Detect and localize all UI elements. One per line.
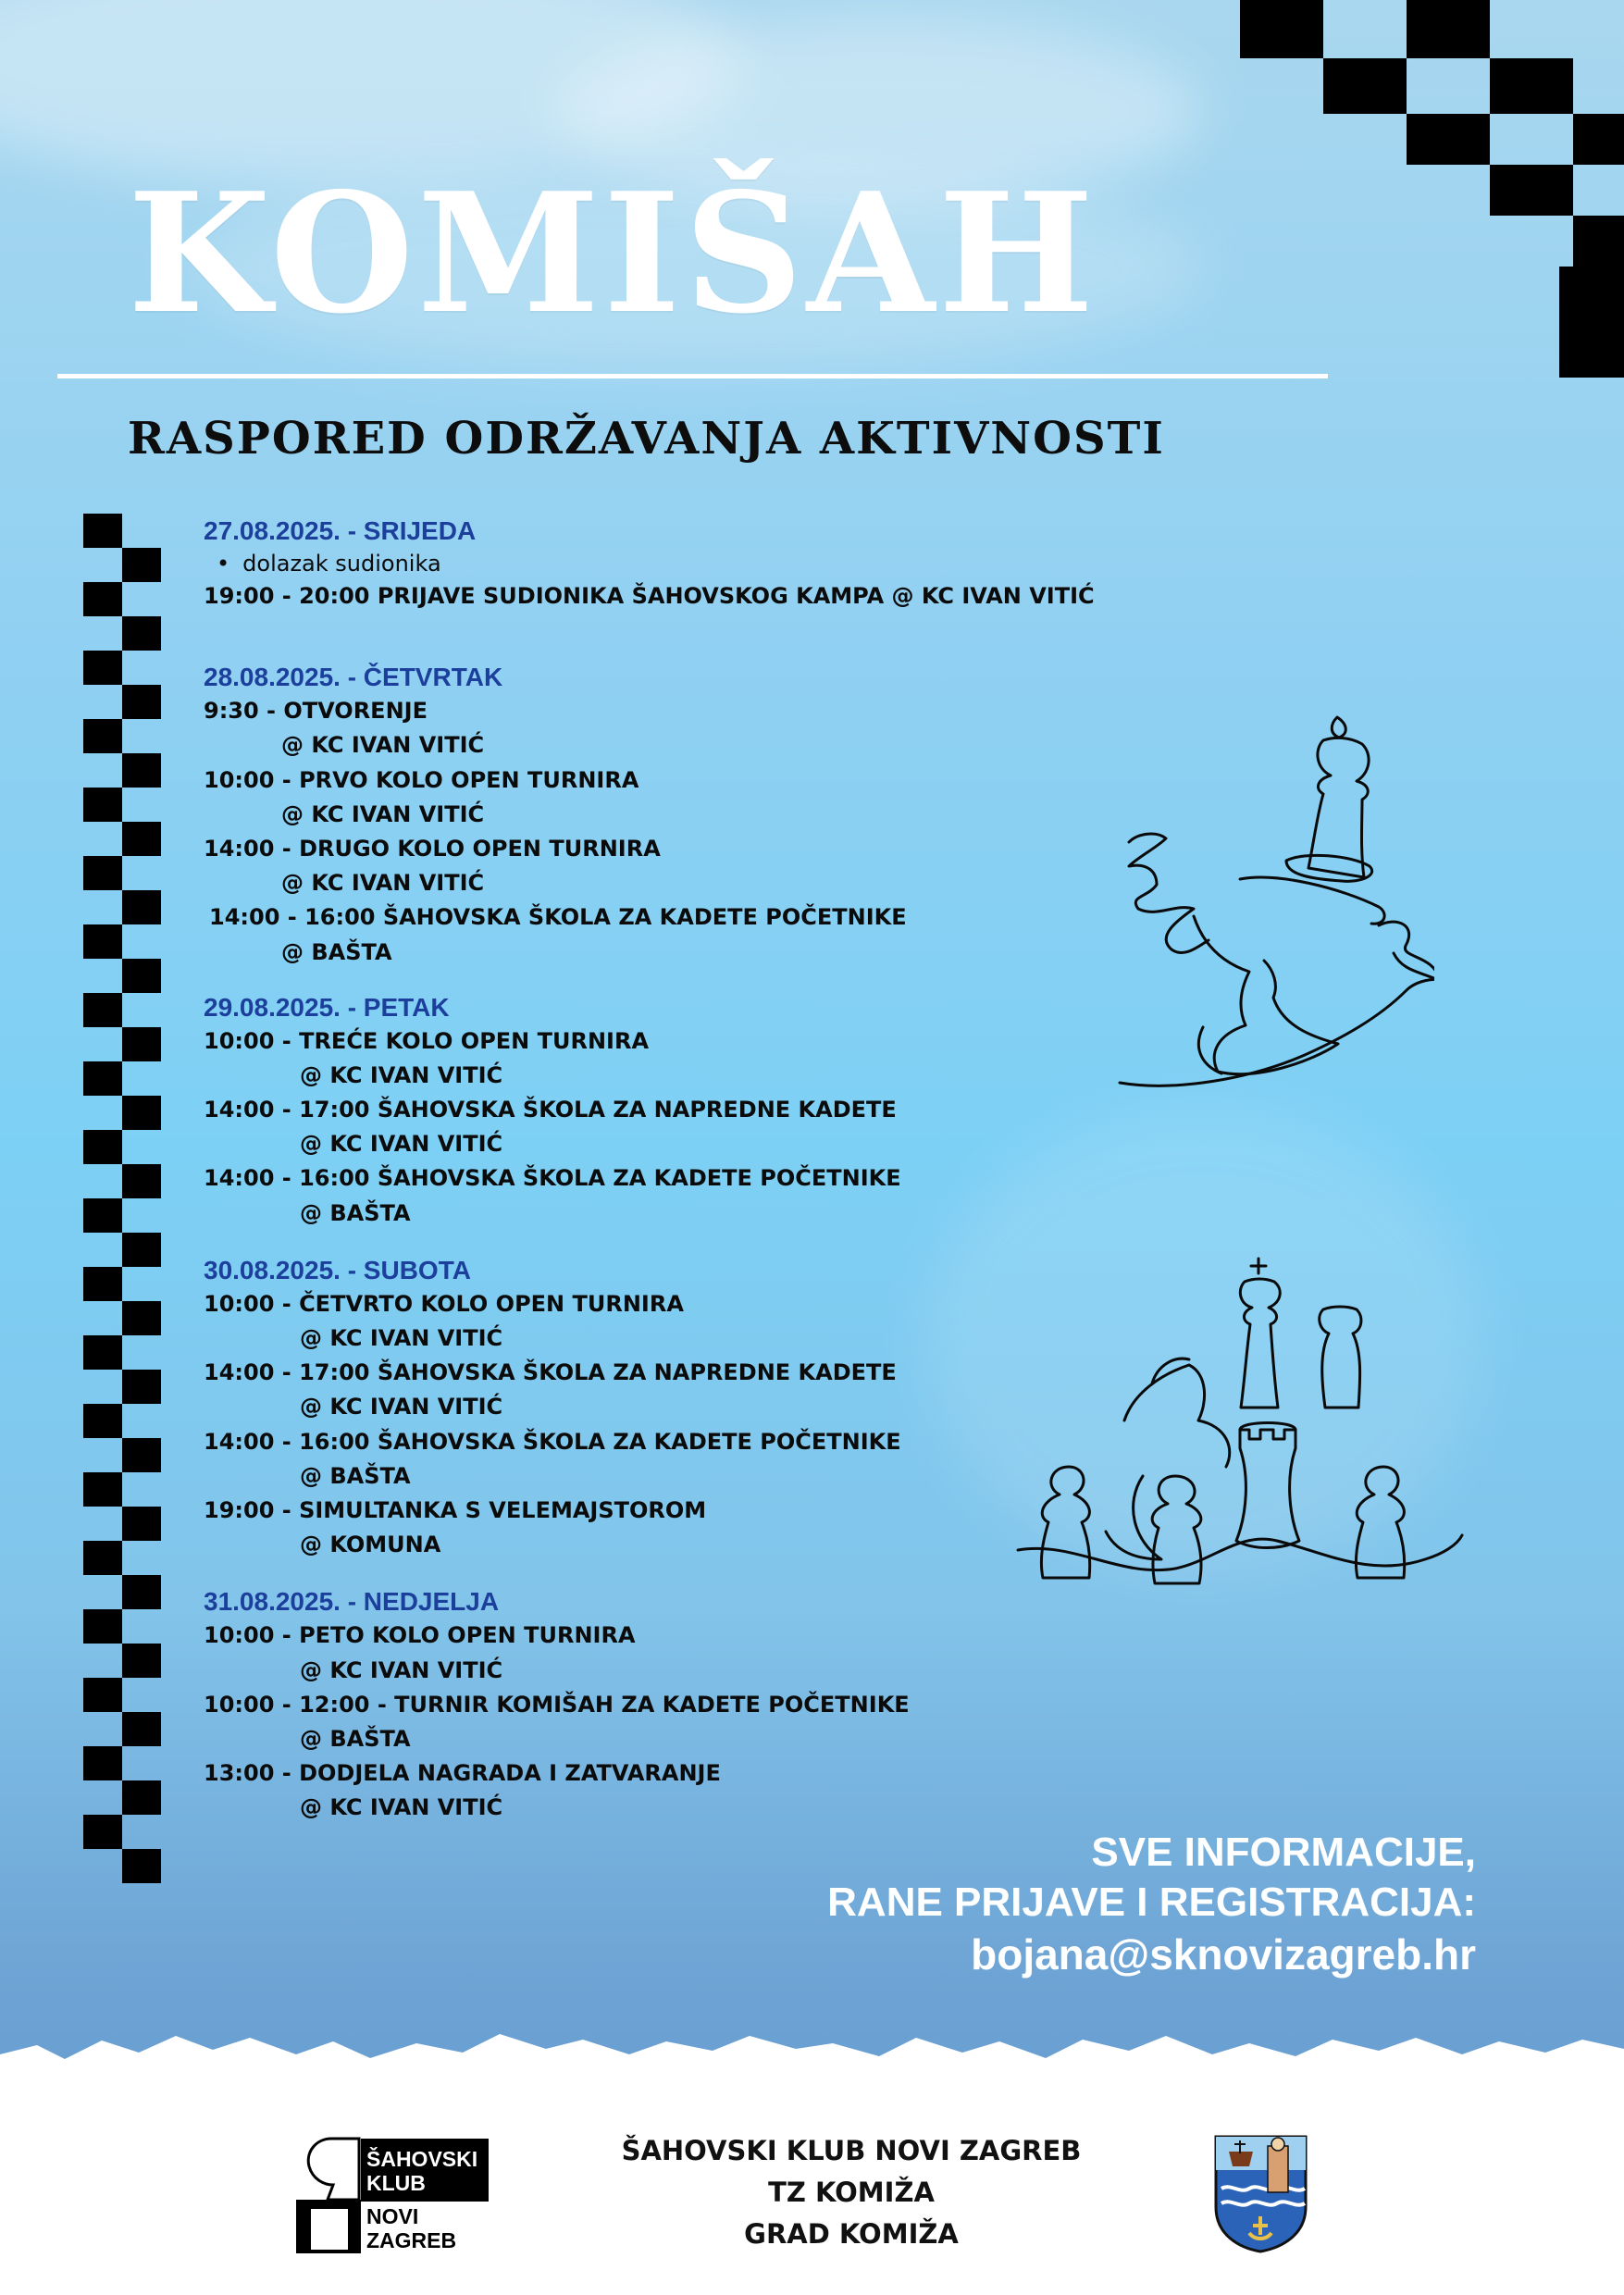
schedule-location: @ KC IVAN VITIĆ (281, 732, 485, 759)
poster-title: KOMIŠAH (128, 156, 1098, 350)
schedule-location: @ KC IVAN VITIĆ (300, 1131, 503, 1158)
checker-cell (83, 514, 122, 548)
footer-line: GRAD KOMIŽA (744, 2218, 959, 2250)
logo-word: ŠAHOVSKI (366, 2147, 478, 2171)
logo-word: NOVI (366, 2204, 419, 2228)
checker-strip-left (83, 514, 161, 1883)
schedule-location: @ KC IVAN VITIĆ (300, 1325, 503, 1351)
schedule-location: @ KC IVAN VITIĆ (300, 1061, 503, 1088)
schedule-location: @ KC IVAN VITIĆ (281, 870, 485, 897)
checker-cell (83, 924, 122, 959)
footer-organizers (500, 2130, 1203, 2255)
schedule-row: 19:00 - SIMULTANKA S VELEMAJSTOROM (204, 1496, 707, 1523)
info-line-2: RANE PRIJAVE I REGISTRACIJA: (827, 1879, 1476, 1925)
contact-email-link[interactable]: bojana@sknovizagreb.hr (971, 1930, 1476, 1979)
schedule-location: @ KC IVAN VITIĆ (300, 1656, 503, 1683)
checker-cell (83, 651, 122, 685)
chess-sketch-pieces-group-icon (1013, 1254, 1467, 1596)
day-title: 30.08.2025. - SUBOTA (204, 1255, 471, 1284)
checker-cell (83, 1678, 122, 1712)
schedule-location: @ KC IVAN VITIĆ (300, 1394, 503, 1420)
schedule-location: @ KC IVAN VITIĆ (300, 1794, 503, 1821)
checker-cell (122, 616, 161, 651)
chess-sketch-king-knight-icon (1101, 703, 1434, 1092)
schedule-location: @ BAŠTA (300, 1725, 411, 1752)
checker-pattern-top (1240, 0, 1624, 379)
checker-cell (122, 1507, 161, 1541)
checker-cell (122, 1575, 161, 1609)
checker-cell (83, 1541, 122, 1575)
checker-cell (122, 548, 161, 582)
schedule-row: 10:00 - 12:00 - TURNIR KOMIŠAH ZA KADETE POČETNIKE (204, 1691, 910, 1718)
checker-cell (122, 1301, 161, 1335)
schedule-row: 13:00 - DODJELA NAGRADA I ZATVARANJE (204, 1760, 721, 1787)
day-title: 27.08.2025. - SRIJEDA (204, 516, 477, 545)
checker-cell (122, 1438, 161, 1472)
day-title: 29.08.2025. - PETAK (204, 992, 450, 1022)
schedule-row: 14:00 - 16:00 ŠAHOVSKA ŠKOLA ZA KADETE POČETNIKE (204, 1428, 901, 1455)
schedule-location: @ BAŠTA (300, 1199, 411, 1226)
checker-cell (83, 1609, 122, 1644)
schedule-row: 14:00 - DRUGO KOLO OPEN TURNIRA (204, 835, 661, 862)
checker-cell (83, 1130, 122, 1164)
checker-cell (122, 753, 161, 788)
checker-cell (83, 993, 122, 1027)
day-block-friday (204, 990, 1129, 1231)
checker-cell (122, 1164, 161, 1198)
checker-cell (83, 1267, 122, 1301)
schedule-row: 19:00 - 20:00 PRIJAVE SUDIONIKA ŠAHOVSKOG KAMPA @ KC IVAN VITIĆ (204, 583, 1095, 609)
town-crest-icon (1212, 2133, 1309, 2253)
checker-cell (122, 1027, 161, 1061)
schedule-row: 10:00 - TREĆE KOLO OPEN TURNIRA (204, 1027, 650, 1054)
checker-cell (83, 1472, 122, 1507)
day-title: 28.08.2025. - ČETVRTAK (204, 663, 503, 692)
day-block-thursday (204, 660, 1129, 970)
bullet-item: • dolazak sudionika (204, 548, 1129, 579)
checker-cell (83, 1061, 122, 1096)
footer-line: TZ KOMIŽA (768, 2177, 935, 2208)
checker-cell (83, 856, 122, 890)
schedule-location: @ BAŠTA (281, 938, 392, 965)
checker-cell (122, 959, 161, 993)
checker-cell (122, 1712, 161, 1746)
schedule-row: 10:00 - PETO KOLO OPEN TURNIRA (204, 1622, 636, 1649)
checker-cell (83, 1815, 122, 1849)
checker-cell (83, 1335, 122, 1370)
schedule-location: @ KC IVAN VITIĆ (281, 800, 485, 827)
day-block-saturday (204, 1253, 1129, 1563)
checker-cell (83, 1746, 122, 1780)
checker-cell (83, 1404, 122, 1438)
schedule-row: 14:00 - 17:00 ŠAHOVSKA ŠKOLA ZA NAPREDNE KADETE (204, 1359, 897, 1386)
checker-cell (83, 788, 122, 822)
checker-cell (122, 1096, 161, 1130)
day-block-wednesday (204, 514, 1129, 614)
day-block-sunday (204, 1584, 1129, 1825)
checker-cell (122, 1849, 161, 1883)
logo-word: KLUB (366, 2171, 426, 2195)
checker-cell (122, 822, 161, 856)
schedule-location: @ KOMUNA (300, 1532, 441, 1558)
day-title: 31.08.2025. - NEDJELJA (204, 1587, 500, 1617)
checker-cell (122, 1370, 161, 1404)
chess-club-logo (294, 2135, 490, 2255)
checker-cell (122, 685, 161, 719)
logo-word: ZAGREB (366, 2228, 457, 2252)
schedule-row: 14:00 - 16:00 ŠAHOVSKA ŠKOLA ZA KADETE POČETNIKE (204, 1165, 901, 1192)
schedule-row: 9:30 - OTVORENJE (204, 698, 428, 725)
contact-info (827, 1828, 1476, 1981)
schedule-location: @ BAŠTA (300, 1462, 411, 1489)
checker-cell (122, 1780, 161, 1815)
checker-cell (122, 1644, 161, 1678)
checker-cell (83, 1198, 122, 1233)
schedule-row: 10:00 - PRVO KOLO OPEN TURNIRA (204, 766, 639, 793)
title-divider (57, 374, 1328, 378)
poster-subtitle: RASPORED ODRŽAVANJA AKTIVNOSTI (128, 413, 1165, 465)
schedule-row: 14:00 - 16:00 ŠAHOVSKA ŠKOLA ZA KADETE POČETNIKE (209, 904, 907, 931)
checker-cell (122, 1233, 161, 1267)
checker-cell (83, 719, 122, 753)
info-line-1: SVE INFORMACIJE, (1091, 1830, 1476, 1875)
checker-cell (83, 582, 122, 616)
schedule (204, 514, 1129, 1825)
schedule-row: 10:00 - ČETVRTO KOLO OPEN TURNIRA (204, 1290, 684, 1317)
schedule-row: 14:00 - 17:00 ŠAHOVSKA ŠKOLA ZA NAPREDNE KADETE (204, 1097, 897, 1123)
checker-cell (122, 890, 161, 924)
footer-line: ŠAHOVSKI KLUB NOVI ZAGREB (621, 2135, 1082, 2166)
